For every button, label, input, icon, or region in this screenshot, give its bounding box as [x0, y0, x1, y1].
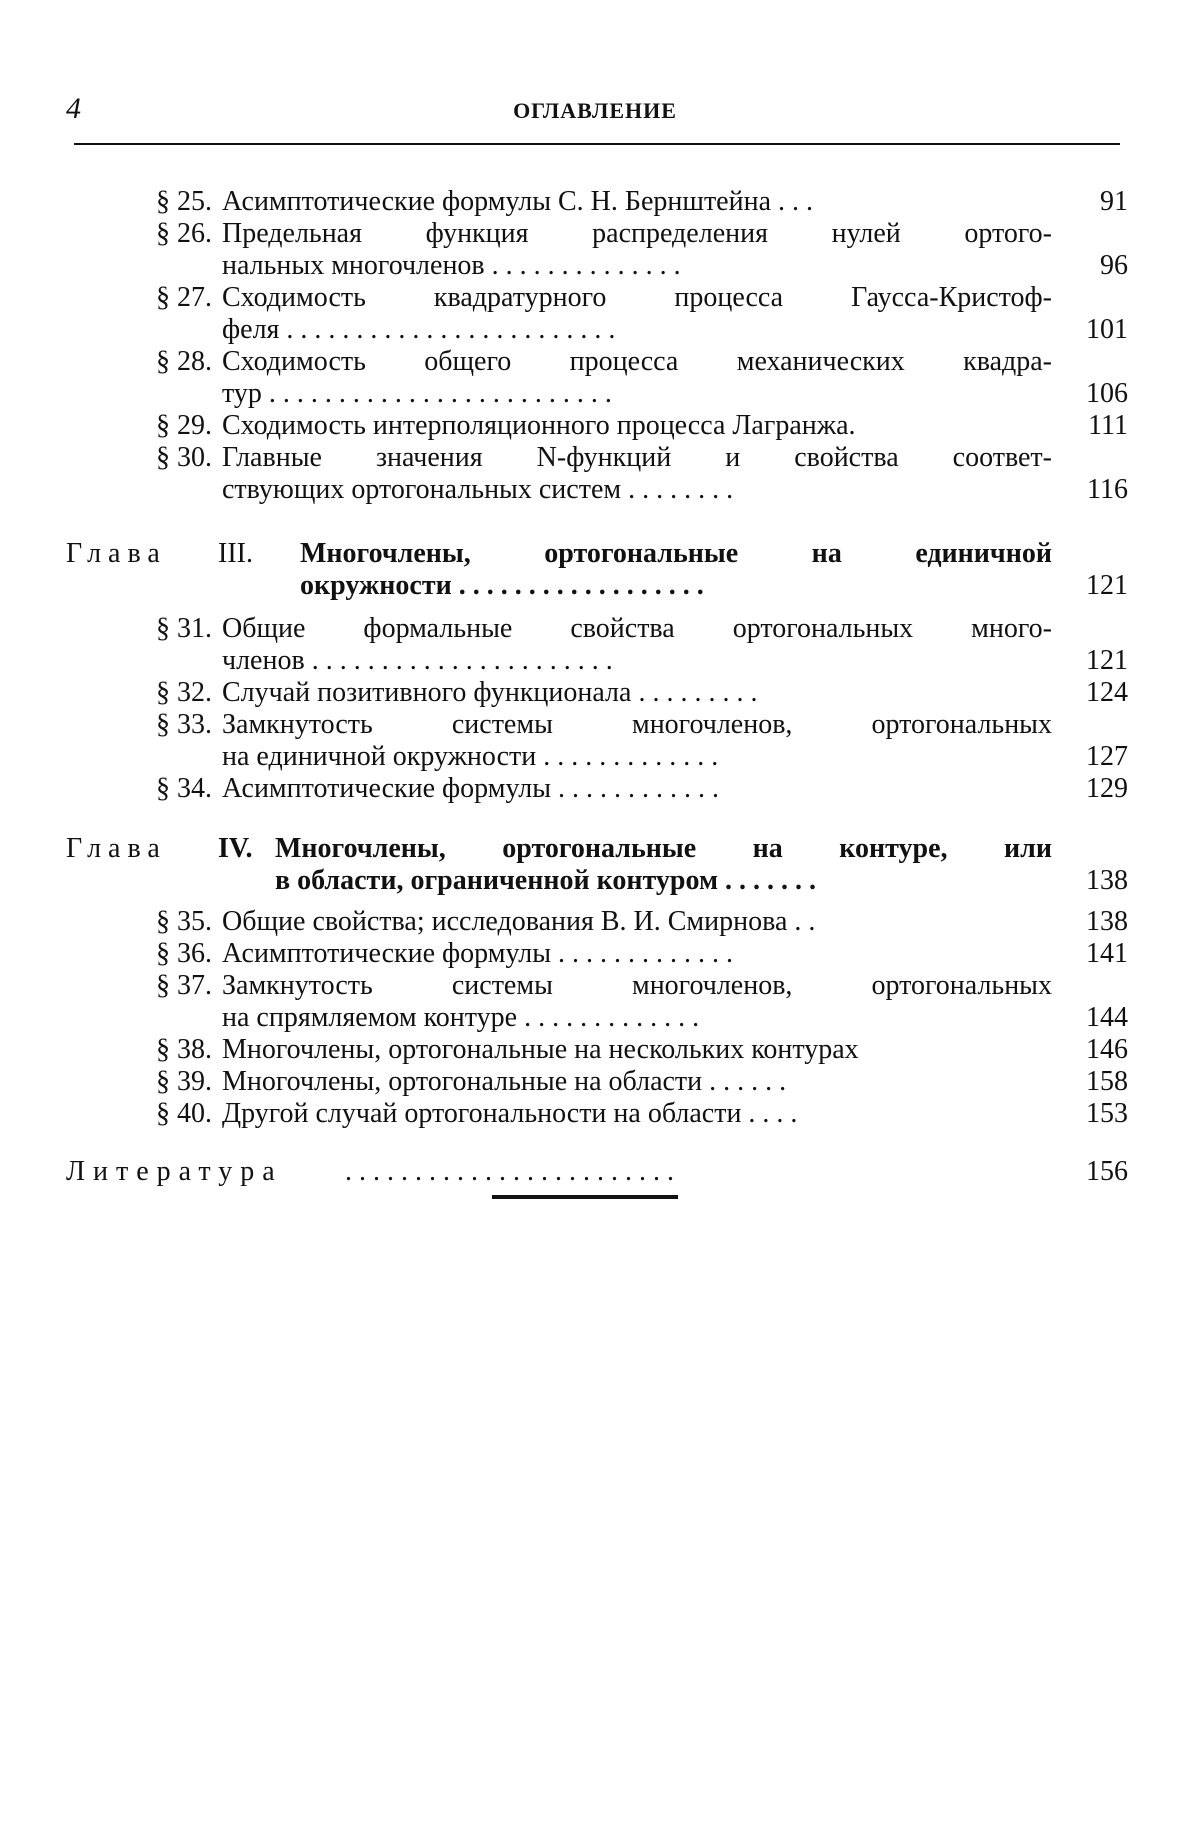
entry-title: Другой случай ортогональности на области . . . .: [222, 1098, 798, 1129]
page-ref: 129: [1086, 773, 1128, 804]
literature-label: Литература: [66, 1156, 283, 1187]
entry-title: Сходимость квадратурного процесса Гаусса-Кристоф-: [222, 282, 1052, 313]
page-ref: 156: [1086, 1156, 1128, 1187]
closing-rule: [492, 1195, 678, 1199]
page-ref: 138: [1086, 906, 1128, 937]
section-number: § 38.: [156, 1034, 212, 1065]
section-number: § 30.: [156, 442, 212, 473]
section-number: § 33.: [156, 709, 212, 740]
section-number: § 32.: [156, 677, 212, 708]
entry-title: Многочлены, ортогональные на области . . . . . .: [222, 1066, 787, 1097]
entry-title: Сходимость интерполяционного процесса Лагранжа.: [222, 410, 856, 441]
page-ref: 144: [1086, 1002, 1128, 1033]
entry-title: Общие формальные свойства ортогональных много-: [222, 613, 1052, 644]
entry-title-continued: тур . . . . . . . . . . . . . . . . . . . . . . . . .: [222, 378, 612, 409]
section-number: § 29.: [156, 410, 212, 441]
page-ref: 124: [1086, 677, 1128, 708]
entry-title-continued: на единичной окружности . . . . . . . . . . . . .: [222, 741, 719, 772]
entry-title-continued: нальных многочленов . . . . . . . . . . . . . .: [222, 250, 681, 281]
section-number: § 35.: [156, 906, 212, 937]
section-number: § 28.: [156, 346, 212, 377]
page-ref: 111: [1088, 410, 1128, 441]
page-ref: 121: [1086, 570, 1128, 601]
chapter-label: Глава: [66, 833, 167, 864]
entry-title: Случай позитивного функционала . . . . . . . . .: [222, 677, 758, 708]
chapter-label: Глава: [66, 538, 167, 569]
entry-title-continued: ствующих ортогональных систем . . . . . . . .: [222, 474, 734, 505]
dot-leader: . . . . . . . . . . . . . . . . . . . . . . . .: [345, 1156, 674, 1187]
entry-title: Замкнутость системы многочленов, ортогональных: [222, 970, 1052, 1001]
chapter-title: Многочлены, ортогональные на контуре, или: [275, 833, 1052, 864]
page-ref: 138: [1086, 865, 1128, 896]
header-rule: [74, 143, 1120, 145]
section-number: § 34.: [156, 773, 212, 804]
section-number: § 26.: [156, 218, 212, 249]
entry-title: Асимптотические формулы . . . . . . . . . . . . .: [222, 938, 733, 969]
chapter-number: III.: [218, 538, 253, 569]
page-ref: 121: [1086, 645, 1128, 676]
chapter-title: Многочлены, ортогональные на единичной: [300, 538, 1052, 569]
chapter-title-continued: окружности . . . . . . . . . . . . . . . . . .: [300, 570, 704, 601]
section-number: § 25.: [156, 186, 212, 217]
page-number: 4: [66, 92, 81, 125]
entry-title: Общие свойства; исследования В. И. Смирнова . .: [222, 906, 816, 937]
entry-title: Асимптотические формулы . . . . . . . . . . . .: [222, 773, 719, 804]
page-ref: 158: [1086, 1066, 1128, 1097]
page-ref: 153: [1086, 1098, 1128, 1129]
page-ref: 141: [1086, 938, 1128, 969]
running-title: ОГЛАВЛЕНИЕ: [513, 98, 677, 123]
entry-title: Главные значения N-функций и свойства соответ-: [222, 442, 1052, 473]
entry-title: Предельная функция распределения нулей ортого-: [222, 218, 1052, 249]
section-number: § 40.: [156, 1098, 212, 1129]
entry-title-continued: на спрямляемом контуре . . . . . . . . . . . . .: [222, 1002, 700, 1033]
page-ref: 146: [1086, 1034, 1128, 1065]
entry-title-continued: членов . . . . . . . . . . . . . . . . . . . . . .: [222, 645, 613, 676]
page-ref: 127: [1086, 741, 1128, 772]
chapter-title-continued: в области, ограниченной контуром . . . . . . .: [275, 865, 817, 896]
page-header: [60, 92, 1130, 132]
chapter-number: IV.: [218, 833, 253, 864]
section-number: § 37.: [156, 970, 212, 1001]
page-ref: 101: [1086, 314, 1128, 345]
entry-title: Многочлены, ортогональные на нескольких контурах: [222, 1034, 859, 1065]
entry-title-continued: феля . . . . . . . . . . . . . . . . . . . . . . . .: [222, 314, 616, 345]
page-ref: 91: [1100, 186, 1128, 217]
entry-title: Сходимость общего процесса механических квадра-: [222, 346, 1052, 377]
section-number: § 31.: [156, 613, 212, 644]
page-ref: 96: [1100, 250, 1128, 281]
page-ref: 116: [1087, 474, 1128, 505]
section-number: § 36.: [156, 938, 212, 969]
page-ref: 106: [1086, 378, 1128, 409]
section-number: § 39.: [156, 1066, 212, 1097]
section-number: § 27.: [156, 282, 212, 313]
entry-title: Асимптотические формулы С. Н. Бернштейна . . .: [222, 186, 814, 217]
entry-title: Замкнутость системы многочленов, ортогональных: [222, 709, 1052, 740]
